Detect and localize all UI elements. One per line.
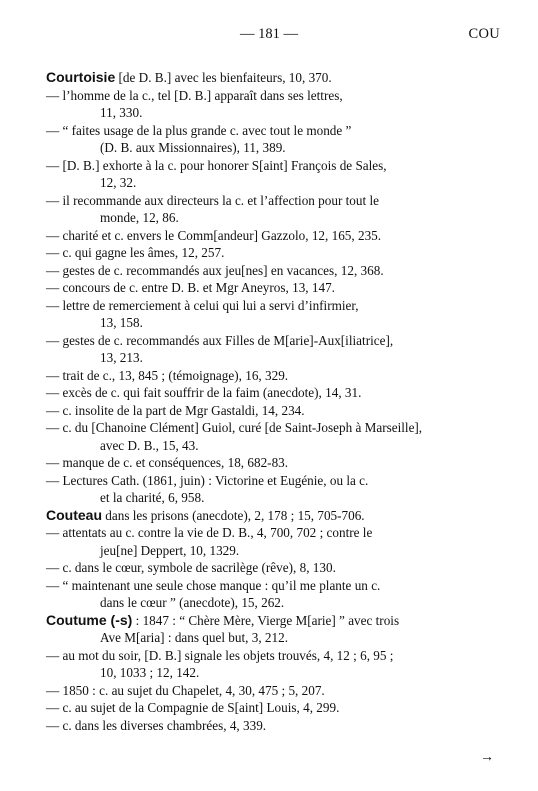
- sub-entry-line: — manque de c. et conséquences, 18, 682-83.: [46, 455, 289, 470]
- sub-entry: [46, 699, 476, 717]
- sub-entry: [46, 122, 476, 157]
- sub-entry: [46, 472, 476, 507]
- sub-entry: [46, 227, 476, 245]
- entry-first-line: [46, 612, 476, 630]
- sub-entry: [46, 87, 476, 122]
- entries-list: [46, 69, 476, 734]
- sub-entry: [46, 419, 476, 454]
- sub-entry: [46, 384, 476, 402]
- sub-entry: [46, 402, 476, 420]
- sub-entry-line: — c. insolite de la part de Mgr Gastaldi, 14, 234.: [46, 402, 305, 418]
- running-head: COU: [468, 26, 500, 42]
- sub-entry-line: — charité et c. envers le Comm[andeur] Gazzolo, 12, 165, 235.: [46, 227, 382, 243]
- sub-entry-line: — il recommande aux directeurs la c. et l’affection pour tout le: [46, 192, 379, 208]
- sub-entry-line: — lettre de remerciement à celui qui lui a servi d’infirmier,: [46, 297, 359, 313]
- sub-entry-line: — gestes de c. recommandés aux jeu[nes] en vacances, 12, 368.: [46, 262, 384, 278]
- continuation-line: 11, 330.: [100, 105, 143, 120]
- entry-text: : 1847 : “ Chère Mère, Vierge M[arie] ” avec trois: [132, 612, 400, 628]
- sub-entry: [46, 682, 476, 700]
- sub-entry-line: — concours de c. entre D. B. et Mgr Aneyros, 13, 147.: [46, 280, 335, 295]
- sub-entry-line: — [D. B.] exhorte à la c. pour honorer S[aint] François de Sales,: [46, 157, 387, 173]
- entry-first-line: [46, 507, 476, 525]
- sub-entry: [46, 157, 476, 192]
- sub-entry-line: — attentats au c. contre la vie de D. B., 4, 700, 702 ; contre le: [46, 525, 373, 540]
- sub-entry-line: — “ maintenant une seule chose manque : qu’il me plante un c.: [46, 577, 381, 593]
- sub-entry-line: — c. au sujet de la Compagnie de S[aint] Louis, 4, 299.: [46, 700, 340, 715]
- continuation-line: dans le cœur ” (anecdote), 15, 262.: [100, 595, 285, 610]
- continuation-line: (D. B. aux Missionnaires), 11, 389.: [100, 140, 286, 155]
- headword: Couteau: [46, 506, 102, 523]
- sub-entry-line: — 1850 : c. au sujet du Chapelet, 4, 30, 475 ; 5, 207.: [46, 682, 325, 698]
- page-number: — 181 —: [240, 26, 298, 42]
- entry-text: dans les prisons (anecdote), 2, 178 ; 15, 705-706.: [102, 507, 365, 523]
- headword: Courtoisie: [46, 69, 116, 85]
- sub-entry-line: — au mot du soir, [D. B.] signale les objets trouvés, 4, 12 ; 6, 95 ;: [46, 647, 394, 663]
- continuation-line: 13, 158.: [100, 315, 143, 330]
- continue-arrow-icon: →: [480, 750, 494, 765]
- sub-entry: [46, 279, 476, 297]
- sub-entry: [46, 332, 476, 367]
- headword-entry: [46, 612, 476, 647]
- continuation-line: et la charité, 6, 958.: [100, 490, 205, 505]
- sub-entry-line: — gestes de c. recommandés aux Filles de M[arie]-Aux[iliatrice],: [46, 332, 394, 348]
- sub-entry: [46, 559, 476, 577]
- headword-entry: [46, 69, 476, 87]
- sub-entry-line: — “ faites usage de la plus grande c. avec tout le monde ”: [46, 122, 352, 138]
- entry-first-line: [46, 69, 476, 87]
- headword-entry: [46, 507, 476, 525]
- sub-entry-line: — excès de c. qui fait souffrir de la faim (anecdote), 14, 31.: [46, 385, 362, 400]
- continuation-line: 10, 1033 ; 12, 142.: [100, 665, 200, 680]
- continuation-line: Ave M[aria] : dans quel but, 3, 212.: [100, 630, 288, 645]
- sub-entry-line: — trait de c., 13, 845 ; (témoignage), 16, 329.: [46, 367, 289, 383]
- sub-entry: [46, 647, 476, 682]
- headword: Coutume (-s): [46, 611, 133, 628]
- continuation-line: jeu[ne] Deppert, 10, 1329.: [100, 542, 240, 558]
- sub-entry-line: — c. du [Chanoine Clément] Guiol, curé [de Saint-Joseph à Marseille],: [46, 420, 423, 435]
- sub-entry: [46, 367, 476, 385]
- sub-entry: [46, 717, 476, 735]
- sub-entry: [46, 244, 476, 262]
- continuation-line: 13, 213.: [100, 350, 143, 365]
- continuation-line: 12, 32.: [100, 175, 137, 190]
- sub-entry-line: — c. qui gagne les âmes, 12, 257.: [46, 245, 225, 260]
- sub-entry: [46, 454, 476, 472]
- sub-entry-line: — l’homme de la c., tel [D. B.] apparaît dans ses lettres,: [46, 87, 343, 103]
- sub-entry-line: — Lectures Cath. (1861, juin) : Victorine et Eugénie, ou la c.: [46, 472, 369, 488]
- sub-entry: [46, 192, 476, 227]
- continuation-line: avec D. B., 15, 43.: [100, 437, 199, 453]
- sub-entry: [46, 524, 476, 559]
- entry-text: [de D. B.] avec les bienfaiteurs, 10, 370.: [115, 70, 332, 85]
- sub-entry-line: — c. dans le cœur, symbole de sacrilège (rêve), 8, 130.: [46, 560, 336, 575]
- sub-entry-line: — c. dans les diverses chambrées, 4, 339.: [46, 717, 267, 733]
- sub-entry: [46, 262, 476, 280]
- sub-entry: [46, 297, 476, 332]
- continuation-line: monde, 12, 86.: [100, 210, 179, 225]
- sub-entry: [46, 577, 476, 612]
